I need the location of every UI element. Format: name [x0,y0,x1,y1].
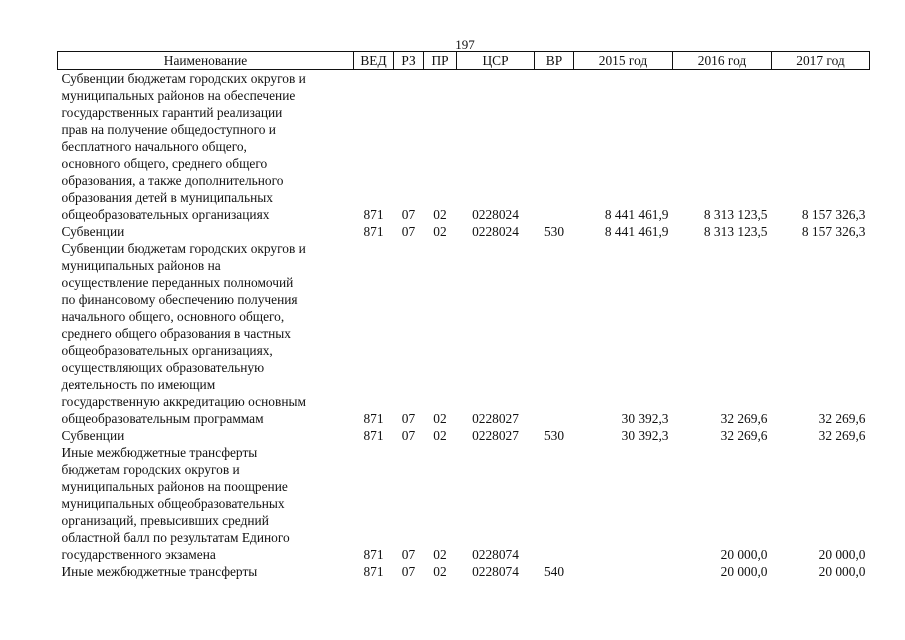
name-line: образования, а также дополнительного [61,173,284,188]
cell-csr: 0228074 [472,547,519,562]
table-row [58,70,870,224]
cell-2016: 32 269,6 [720,428,768,443]
name-line: образования детей в муниципальных [61,190,273,205]
name-line: прав на получение общедоступного и [61,122,276,137]
name-line: основного общего, среднего общего [61,156,268,171]
header-2017: 2017 год [772,52,870,70]
cell-2017: 8 157 326,3 [801,207,866,222]
cell-ved: 871 [363,564,384,579]
cell-csr: 0228074 [472,564,519,579]
cell-pr: 02 [433,224,447,239]
cell-name [58,223,354,240]
cell-vr: 530 [543,224,565,239]
page-number: 197 [455,37,475,52]
cell-rz: 07 [401,564,416,579]
name-line: бюджетам городских округов и [61,462,240,477]
name-line: осуществление переданных полномочий [61,275,294,290]
name-line: Субвенции бюджетам городских округов и [61,241,306,256]
cell-2017: 32 269,6 [818,411,866,426]
table-body [58,70,870,581]
name-line: Иные межбюджетные трансферты [61,445,258,460]
budget-table [57,51,870,580]
cell-2017: 8 157 326,3 [801,224,866,239]
name-line: общеобразовательных организациях, [61,343,273,358]
cell-vr [535,240,574,427]
cell-2016: 32 269,6 [720,411,768,426]
cell-pr: 02 [433,207,447,222]
header-ved: ВЕД [354,52,394,70]
cell-vr: 540 [543,564,565,579]
name-line: муниципальных районов на поощрение [61,479,288,494]
name-line: Субвенции [61,428,125,443]
cell-2017: 20 000,0 [818,547,866,562]
name-line: Иные межбюджетные трансферты [61,564,258,579]
header-name: Наименование [58,52,354,70]
table-row [58,240,870,427]
cell-2015: 8 441 461,9 [604,224,669,239]
table-header-row [58,52,870,70]
name-line: бесплатного начального общего, [61,139,247,154]
name-line: областной балл по результатам Единого [61,530,290,545]
cell-2015 [574,563,673,580]
name-line: деятельность по имеющим [61,377,216,392]
cell-2015: 8 441 461,9 [604,207,669,222]
cell-csr: 0228027 [472,411,519,426]
cell-csr: 0228024 [472,224,519,239]
cell-rz: 07 [401,411,416,426]
cell-rz: 07 [401,224,416,239]
cell-name [58,240,354,427]
name-line: муниципальных районов на [61,258,221,273]
header-2016: 2016 год [673,52,772,70]
cell-name [58,444,354,563]
name-line: Субвенции бюджетам городских округов и [61,71,306,86]
cell-vr [535,444,574,563]
table-row [58,563,870,580]
name-line: государственных гарантий реализации [61,105,283,120]
name-line: начального общего, основного общего, [61,309,285,324]
header-rz: РЗ [394,52,424,70]
cell-ved: 871 [363,411,384,426]
cell-ved: 871 [363,428,384,443]
name-line: по финансовому обеспечению получения [61,292,298,307]
cell-2017: 20 000,0 [818,564,866,579]
cell-ved: 871 [363,207,384,222]
cell-pr: 02 [433,547,447,562]
table-row [58,427,870,444]
cell-rz: 07 [401,428,416,443]
header-2015: 2015 год [574,52,673,70]
cell-pr: 02 [433,428,447,443]
name-line: осуществляющих образовательную [61,360,265,375]
cell-name [58,70,354,224]
header-csr: ЦСР [457,52,535,70]
cell-rz: 07 [401,207,416,222]
cell-ved: 871 [363,224,384,239]
cell-pr: 02 [433,411,447,426]
cell-vr: 530 [543,428,565,443]
cell-2015: 30 392,3 [621,411,669,426]
table-row [58,223,870,240]
cell-csr: 0228027 [472,428,519,443]
name-line: государственного экзамена [61,547,216,562]
cell-2016: 8 313 123,5 [703,224,768,239]
header-pr: ПР [424,52,457,70]
name-line: Субвенции [61,224,125,239]
cell-2015: 30 392,3 [621,428,669,443]
name-line: организаций, превысивших средний [61,513,269,528]
cell-name [58,427,354,444]
cell-pr: 02 [433,564,447,579]
name-line: государственную аккредитацию основным [61,394,306,409]
cell-2015 [574,444,673,563]
cell-rz: 07 [401,547,416,562]
header-vr: ВР [535,52,574,70]
name-line: общеобразовательным программам [61,411,264,426]
cell-2016: 20 000,0 [720,547,768,562]
cell-ved: 871 [363,547,384,562]
name-line: общеобразовательных организациях [61,207,270,222]
cell-2016: 20 000,0 [720,564,768,579]
table-row [58,444,870,563]
cell-vr [535,70,574,224]
cell-name [58,563,354,580]
name-line: муниципальных районов на обеспечение [61,88,296,103]
name-line: среднего общего образования в частных [61,326,291,341]
cell-2016: 8 313 123,5 [703,207,768,222]
cell-2017: 32 269,6 [818,428,866,443]
name-line: муниципальных общеобразовательных [61,496,285,511]
cell-csr: 0228024 [472,207,519,222]
